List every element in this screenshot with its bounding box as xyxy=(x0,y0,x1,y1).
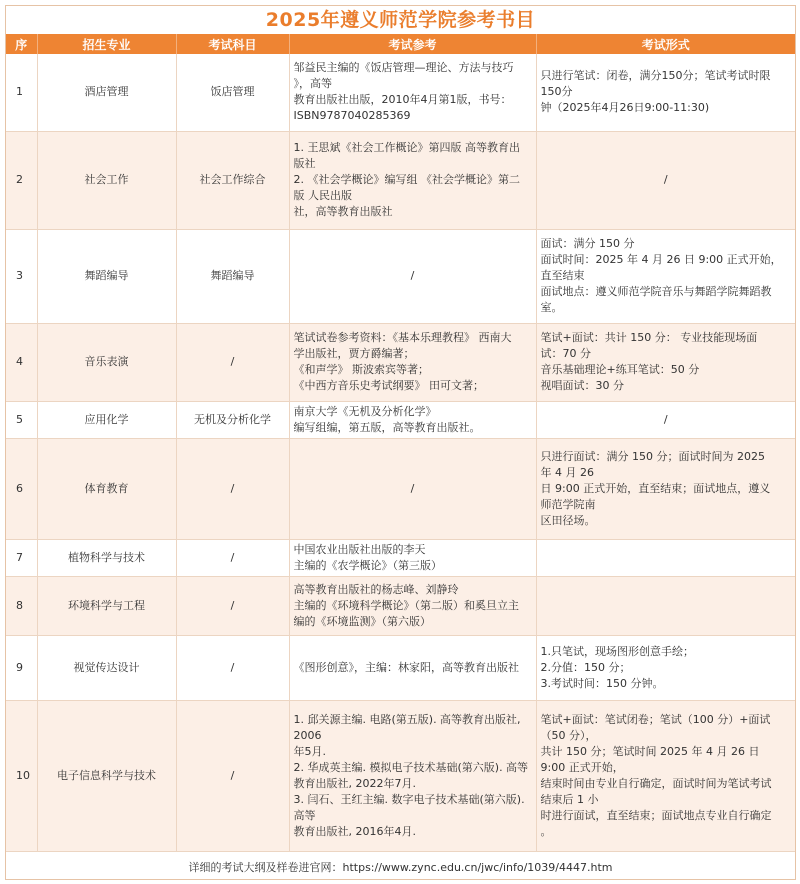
exam-reference xyxy=(289,54,536,131)
format-line: 结束后 1 小 xyxy=(540,792,599,806)
table-row xyxy=(6,401,795,438)
format-line: 直至结束 xyxy=(540,269,585,282)
row-index: 8 xyxy=(6,576,37,635)
major-name: 应用化学 xyxy=(37,401,176,438)
format-line: 9:00 正式开始， xyxy=(540,760,624,774)
reference-line: 2006 xyxy=(293,728,322,742)
format-line: 音乐基础理论+练耳笔试：50 分 xyxy=(540,363,700,376)
format-line: / xyxy=(663,173,668,186)
format-line: 试：70 分 xyxy=(540,347,591,360)
exam-subject: / xyxy=(176,576,289,635)
exam-subject: 无机及分析化学 xyxy=(176,401,289,438)
exam-format xyxy=(536,323,795,401)
exam-subject: / xyxy=(176,539,289,576)
row-index: 7 xyxy=(6,539,37,576)
exam-reference xyxy=(289,401,536,438)
reference-line: 主编的《农学概论》（第三版） xyxy=(293,558,442,572)
row-index: 10 xyxy=(6,700,37,851)
reference-line: 1. 邱关源主编. 电路(第五版). 高等教育出版社, xyxy=(293,712,521,726)
reference-book-sheet xyxy=(5,5,796,880)
exam-reference xyxy=(289,323,536,401)
row-index: 9 xyxy=(6,635,37,700)
table-row xyxy=(6,635,795,700)
reference-line: 笔试试卷参考资料：《基本乐理教程》 西南大 xyxy=(293,331,512,344)
reference-line: 》，高等 xyxy=(293,77,332,91)
reference-line: 邹益民主编的《饭店管理—理论、方法与技巧 xyxy=(293,61,514,75)
format-line: 钟（2025年4月26日9:00-11:30) xyxy=(540,101,710,115)
row-index: 1 xyxy=(6,54,37,131)
format-line: / xyxy=(663,412,668,426)
format-line: 结束时间由专业自行确定，面试时间为笔试考试 xyxy=(540,776,772,790)
major-name: 视觉传达设计 xyxy=(37,635,176,700)
format-line: 面试地点：遵义师范学院音乐与舞蹈学院舞蹈教 xyxy=(540,285,772,298)
reference-line: 中国农业出版社出版的李天 xyxy=(293,542,426,556)
table-row xyxy=(6,229,795,323)
format-line: 2.分值：150 分； xyxy=(540,660,631,674)
exam-format xyxy=(536,700,795,851)
reference-line: 教育出版社出版，2010年4月第1版，书号： xyxy=(293,93,512,107)
header-reference: 考试参考 xyxy=(289,34,536,54)
reference-line: 高等教育出版社的杨志峰、刘静玲 xyxy=(293,582,459,596)
exam-subject: / xyxy=(176,700,289,851)
format-line: 笔试+面试：共计 150 分： 专业技能现场面 xyxy=(540,331,758,344)
exam-format xyxy=(536,539,795,576)
reference-line: 版社 xyxy=(293,157,316,170)
reference-line: 高等 xyxy=(293,808,316,822)
row-index: 6 xyxy=(6,438,37,539)
reference-line: 学出版社，贾方爵编著； xyxy=(293,347,415,360)
exam-format xyxy=(536,229,795,323)
reference-line: 3. 闫石、王红主编. 数字电子技术基础(第六版). xyxy=(293,792,525,806)
major-name: 酒店管理 xyxy=(37,54,176,131)
format-line: 视唱面试：30 分 xyxy=(540,379,624,392)
major-name: 社会工作 xyxy=(37,131,176,229)
table-row xyxy=(6,438,795,539)
reference-line: / xyxy=(410,481,415,495)
reference-line: 年5月. xyxy=(293,744,326,758)
reference-line: 编的《环境监测》（第六版） xyxy=(293,614,431,628)
reference-line: 2. 华成英主编. 模拟电子技术基础(第六版). 高等 xyxy=(293,760,529,774)
exam-reference xyxy=(289,438,536,539)
table-header-row xyxy=(6,34,795,54)
exam-reference xyxy=(289,539,536,576)
row-index: 5 xyxy=(6,401,37,438)
exam-format xyxy=(536,635,795,700)
format-line: 只进行面试：满分 150 分；面试时间为 2025 xyxy=(540,449,765,463)
major-name: 环境科学与工程 xyxy=(37,576,176,635)
page-title: 2025年遵义师范学院参考书目 xyxy=(265,9,536,31)
reference-line: 编写组编，第五版，高等教育出版社。 xyxy=(293,420,481,434)
format-line: 1.只笔试，现场图形创意手绘； xyxy=(540,644,694,658)
format-line: 年 4 月 26 xyxy=(540,465,594,479)
format-line: 笔试+面试：笔试闭卷；笔试（100 分）+面试 xyxy=(540,712,771,726)
header-format: 考试形式 xyxy=(536,34,795,54)
major-name: 电子信息科学与技术 xyxy=(37,700,176,851)
header-subject: 考试科目 xyxy=(176,34,289,54)
exam-reference xyxy=(289,229,536,323)
exam-format xyxy=(536,438,795,539)
reference-line: 《图形创意》，主编：林家阳，高等教育出版社 xyxy=(293,660,519,674)
table-body xyxy=(6,54,795,851)
major-name: 植物科学与技术 xyxy=(37,539,176,576)
row-index: 4 xyxy=(6,323,37,401)
table-row xyxy=(6,323,795,401)
table-row xyxy=(6,576,795,635)
header-major: 招生专业 xyxy=(37,34,176,54)
reference-line: 版 人民出版 xyxy=(293,189,352,202)
major-name: 体育教育 xyxy=(37,438,176,539)
exam-reference xyxy=(289,700,536,851)
row-index: 2 xyxy=(6,131,37,229)
format-line: 师范学院南 xyxy=(540,497,596,511)
reference-line: 主编的《环境科学概论》（第二版）和奚旦立主 xyxy=(293,598,519,612)
table-row xyxy=(6,131,795,229)
exam-format xyxy=(536,54,795,131)
reference-line: / xyxy=(410,269,415,282)
reference-line: 《和声学》 斯波索宾等著； xyxy=(293,363,429,376)
exam-format xyxy=(536,401,795,438)
reference-line: 教育出版社, 2016年4月. xyxy=(293,824,416,838)
table-row xyxy=(6,539,795,576)
major-name: 舞蹈编导 xyxy=(37,229,176,323)
format-line: 只进行笔试：闭卷，满分150分；笔试考试时限 xyxy=(540,69,771,83)
format-line: 室。 xyxy=(540,301,563,314)
format-line: 。 xyxy=(540,824,552,838)
reference-book-table xyxy=(6,34,795,852)
format-line: 3.考试时间：150 分钟。 xyxy=(540,676,664,690)
format-line: （50 分）， xyxy=(540,728,597,742)
table-row xyxy=(6,54,795,131)
exam-format xyxy=(536,576,795,635)
row-index: 3 xyxy=(6,229,37,323)
exam-subject: 社会工作综合 xyxy=(176,131,289,229)
exam-subject: 饭店管理 xyxy=(176,54,289,131)
reference-line: 南京大学《无机及分析化学》 xyxy=(293,404,437,418)
exam-format xyxy=(536,131,795,229)
format-line: 日 9:00 正式开始，直至结束；面试地点，遵义 xyxy=(540,481,771,495)
header-index: 序 xyxy=(6,34,37,54)
format-line: 面试：满分 150 分 xyxy=(540,237,635,250)
format-line: 共计 150 分；笔试时间 2025 年 4 月 26 日 xyxy=(540,744,760,758)
exam-subject: / xyxy=(176,323,289,401)
exam-reference xyxy=(289,576,536,635)
format-line: 区田径场。 xyxy=(540,513,596,527)
reference-line: 教育出版社, 2022年7月. xyxy=(293,776,416,790)
major-name: 音乐表演 xyxy=(37,323,176,401)
exam-subject: / xyxy=(176,635,289,700)
reference-line: ISBN9787040285369 xyxy=(293,109,411,123)
exam-subject: / xyxy=(176,438,289,539)
format-line: 时进行面试，直至结束；面试地点专业自行确定 xyxy=(540,808,772,822)
exam-reference xyxy=(289,635,536,700)
format-line: 150分 xyxy=(540,85,573,99)
reference-line: 1. 王思斌《社会工作概论》第四版 高等教育出 xyxy=(293,141,520,154)
official-site-note: 详细的考试大纲及样卷进官网：https://www.zync.edu.cn/jwc/info/1039/4447.htm xyxy=(188,860,613,874)
exam-subject: 舞蹈编导 xyxy=(176,229,289,323)
format-line: 面试时间：2025 年 4 月 26 日 9:00 正式开始， xyxy=(540,253,782,266)
table-row xyxy=(6,700,795,851)
reference-line: 2. 《社会学概论》编写组 《社会学概论》第二 xyxy=(293,173,520,186)
reference-line: 《中西方音乐史考试纲要》 田可文著； xyxy=(293,379,484,392)
reference-line: 社，高等教育出版社 xyxy=(293,205,393,218)
exam-reference xyxy=(289,131,536,229)
